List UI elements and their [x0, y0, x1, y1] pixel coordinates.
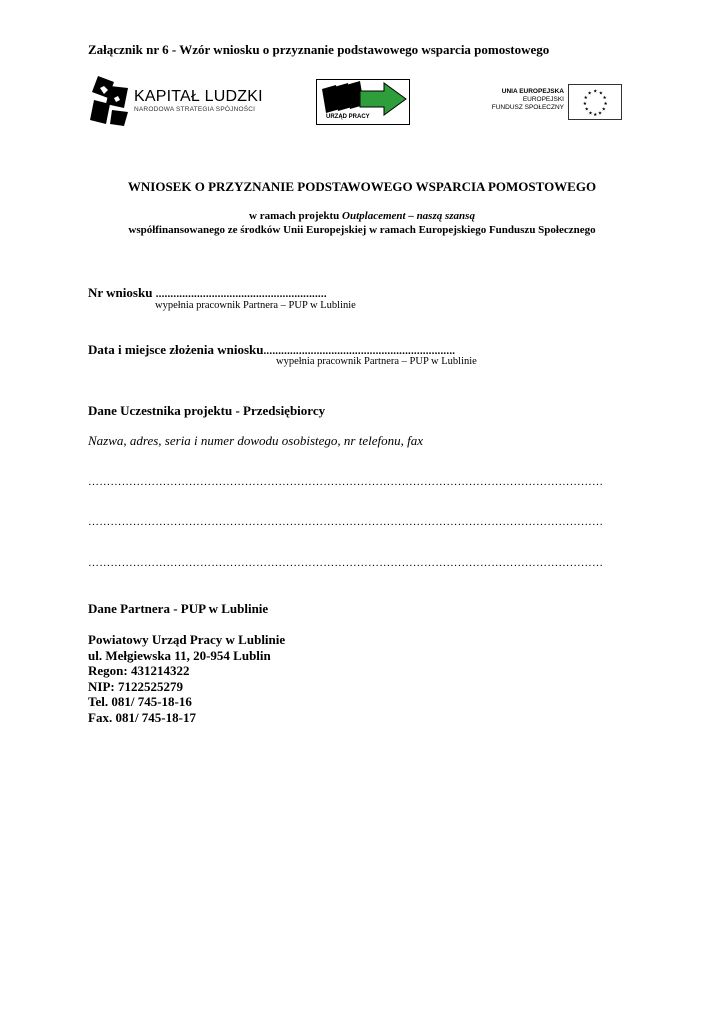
svg-text:★: ★ — [603, 101, 608, 107]
svg-text:★: ★ — [601, 107, 606, 113]
nr-wniosku-note: wypełnia pracownik Partnera – PUP w Lublinie — [155, 300, 356, 311]
nr-wniosku-label: Nr wniosku — [88, 285, 153, 300]
kapital-ludzki-emblem-icon — [88, 74, 132, 128]
eu-flag-icon — [568, 84, 622, 120]
document-title: WNIOSEK O PRZYZNANIE PODSTAWOWEGO WSPARCIA POMOSTOWEGO — [127, 179, 597, 194]
partner-address: ul. Mełgiewska 11, 20-954 Lublin — [88, 647, 271, 663]
partner-details — [88, 632, 285, 726]
partner-fax: Fax. 081/ 745-18-17 — [88, 709, 196, 725]
participant-heading: Dane Uczestnika projektu - Przedsiębiorcy — [88, 403, 326, 418]
partner-heading: Dane Partnera - PUP w Lublinie — [88, 601, 269, 616]
svg-text:★: ★ — [584, 107, 589, 113]
unia-europejska-logo — [486, 84, 622, 120]
ue-line2: EUROPEJSKI — [522, 96, 564, 103]
nr-wniosku-row — [88, 285, 327, 301]
project-name: Outplacement – naszą szansą — [342, 210, 475, 222]
svg-text:★: ★ — [593, 113, 598, 119]
svg-text:★: ★ — [587, 91, 592, 97]
header-title: Załącznik nr 6 - Wzór wniosku o przyznanie podstawowego wsparcia pomostowego — [88, 42, 550, 57]
svg-text:★: ★ — [593, 89, 598, 95]
data-miejsce-field[interactable]: ................................................................. — [263, 345, 456, 357]
urzad-pracy-logo — [316, 79, 410, 125]
partner-name: Powiatowy Urząd Pracy w Lublinie — [88, 632, 286, 647]
data-miejsce-note: wypełnia pracownik Partnera – PUP w Lublinie — [276, 356, 477, 367]
partner-tel: Tel. 081/ 745-18-16 — [88, 694, 192, 710]
svg-text:★: ★ — [597, 111, 603, 117]
svg-text:★: ★ — [583, 96, 588, 102]
ue-line1: UNIA EUROPEJSKA — [501, 88, 564, 95]
svg-text:★: ★ — [602, 96, 607, 102]
project-prefix: w ramach projektu — [249, 210, 343, 222]
participant-line-2[interactable]: ………………………………………………………………………………………………………………………… — [88, 516, 604, 528]
kapital-ludzki-title: KAPITAŁ LUDZKI — [134, 88, 263, 105]
cofinance-line: współfinansowanego ze środków Unii Europejskiej w ramach Europejskiego Funduszu Społecznego — [128, 224, 596, 236]
kapital-ludzki-subtitle: NARODOWA STRATEGIA SPÓJNOŚCI — [134, 106, 256, 113]
nr-wniosku-field[interactable]: .......................................................... — [155, 288, 327, 300]
partner-nip: NIP: 7122525279 — [88, 678, 183, 694]
svg-text:★: ★ — [598, 91, 604, 97]
participant-hint: Nazwa, adres, seria i numer dowodu osobistego, nr telefonu, fax — [88, 433, 423, 448]
data-miejsce-label: Data i miejsce złożenia wniosku — [88, 342, 264, 357]
kapital-ludzki-logo — [88, 74, 263, 128]
partner-regon: Regon: 431214322 — [88, 663, 190, 679]
ue-line3: FUNDUSZ SPOŁECZNY — [491, 104, 564, 111]
participant-line-1[interactable]: ………………………………………………………………………………………………………………………… — [88, 476, 604, 488]
urzad-pracy-label: URZĄD PRACY — [326, 114, 370, 120]
svg-text:★: ★ — [588, 111, 593, 117]
project-line — [0, 210, 724, 222]
svg-text:★: ★ — [582, 101, 587, 107]
participant-line-3[interactable]: ………………………………………………………………………………………………………………………… — [88, 557, 604, 569]
